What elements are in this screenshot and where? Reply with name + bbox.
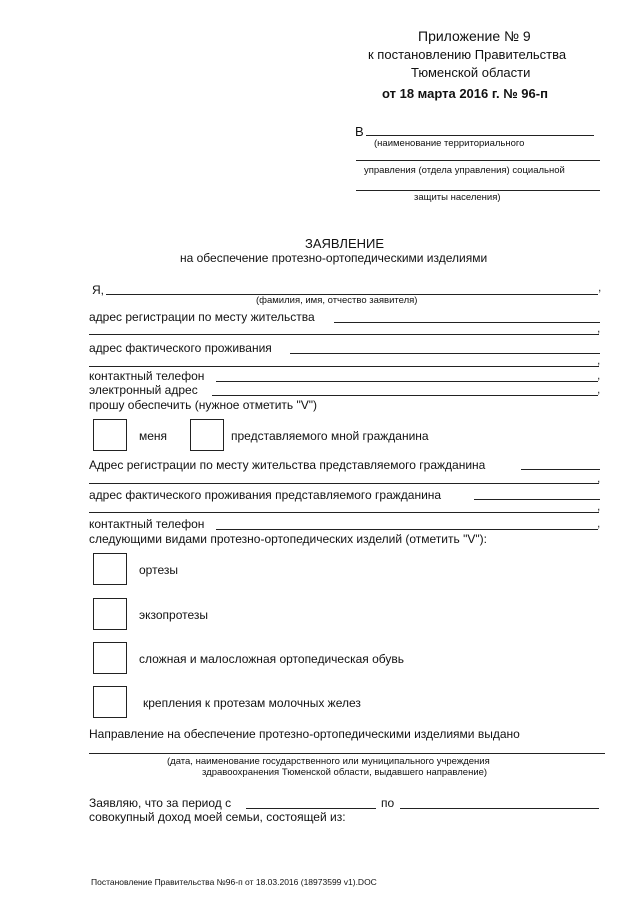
- reg-address-label: адрес регистрации по месту жительства: [89, 310, 315, 324]
- referral-hint-2: здравоохранения Тюменской области, выдавшего направление): [202, 767, 488, 778]
- income-period-to: по: [381, 796, 395, 810]
- addressee-hint-3: защиты населения): [414, 192, 501, 203]
- family-income-label: совокупный доход моей семьи, состоящей из:: [89, 810, 346, 824]
- email-line[interactable]: [212, 395, 598, 396]
- document-subtitle: на обеспечение протезно-ортопедическими изделиями: [180, 251, 488, 265]
- period-from-line[interactable]: [246, 808, 376, 809]
- email-label: электронный адрес: [89, 383, 198, 397]
- checkbox-represented[interactable]: [190, 419, 224, 451]
- checkbox-orthoses[interactable]: [93, 553, 127, 585]
- rep-actual-address-line-2[interactable]: [89, 512, 599, 513]
- addressee-hint-2: управления (отдела управления) социальной: [364, 165, 565, 176]
- rep-phone-line[interactable]: [216, 529, 598, 530]
- period-to-line[interactable]: [400, 808, 599, 809]
- rep-reg-address-line[interactable]: [521, 469, 600, 470]
- rep-actual-address-line[interactable]: [474, 499, 600, 500]
- decree-date-number: от 18 марта 2016 г. № 96-п: [382, 86, 548, 101]
- rep-phone-label: контактный телефон: [89, 517, 205, 531]
- product-breast-prosthesis-mounts-label: крепления к протезам молочных желез: [143, 696, 361, 710]
- document-title: ЗАЯВЛЕНИЕ: [305, 236, 385, 251]
- referral-line[interactable]: [89, 753, 605, 754]
- addressee-line-3[interactable]: [356, 190, 600, 191]
- phone-line[interactable]: [216, 381, 598, 382]
- choice-me-label: меня: [139, 429, 168, 443]
- product-orthopedic-shoes-label: сложная и малосложная ортопедическая обувь: [139, 652, 405, 666]
- addressee-line[interactable]: [366, 135, 594, 136]
- products-intro: следующими видами протезно-ортопедических изделий (отметить "V"):: [89, 532, 487, 546]
- addressee-hint-1: (наименование территориального: [374, 138, 525, 149]
- rep-actual-address-label: адрес фактического проживания представляемого гражданина: [89, 488, 442, 502]
- checkbox-me[interactable]: [93, 419, 127, 451]
- actual-address-label: адрес фактического проживания: [89, 341, 272, 355]
- page: Приложение № 9 к постановлению Правительства Тюменской области от 18 марта 2016 г. № 96-п В (наименование территориального управления (отдела управления) социальной защиты населения) ЗАЯВЛЕНИЕ на обеспечение протезно-ортопедическими изделиями Я, , (фамилия, имя, отчество заявителя) адрес регистрации по месту жительства , адрес фактического проживания , контактный телефон , электронный адрес , прошу обеспечить (нужное отметить "V") меня представляемого мной гражданина Адрес регистрации по месту жительства представляемого гражданина , адрес фактического проживания представляемого гражданина , контактный телефон , следующими видами протезно-ортопедических изделий (отметить "V"): ортезы экзопротезы сложная и малосложная ортопедическая обувь крепления к протезам молочных желез Направление на обеспечение протезно-ортопедическими изделиями выдано (дата, наименование государственного или муниципального учреждения здравоохранения Тюменской области, выдавшего направление) Заявляю, что за период с по совокупный доход моей семьи, состоящей из: Постановление Правительства №96-п от 18.03.2016 (18973599 v1).DOC: [0, 0, 640, 905]
- phone-label: контактный телефон: [89, 369, 205, 383]
- applicant-fio-hint: (фамилия, имя, отчество заявителя): [256, 295, 418, 306]
- actual-address-line-2[interactable]: [89, 366, 599, 367]
- reg-address-line-2[interactable]: [89, 334, 599, 335]
- addressee-prefix: В: [355, 124, 364, 139]
- rep-reg-address-label: Адрес регистрации по месту жительства представляемого гражданина: [89, 458, 486, 472]
- product-exoprostheses-label: экзопротезы: [139, 608, 209, 622]
- footer-document-reference: Постановление Правительства №96-п от 18.03.2016 (18973599 v1).DOC: [91, 877, 377, 887]
- checkbox-breast-prosthesis-mounts[interactable]: [93, 686, 127, 718]
- appendix-number: Приложение № 9: [418, 28, 531, 44]
- product-orthoses-label: ортезы: [139, 563, 178, 577]
- applicant-i-label: Я,: [92, 283, 104, 297]
- referral-hint-1: (дата, наименование государственного или муниципального учреждения: [167, 756, 490, 767]
- reg-address-line[interactable]: [334, 322, 600, 323]
- checkbox-orthopedic-shoes[interactable]: [93, 642, 127, 674]
- referral-label: Направление на обеспечение протезно-ортопедическими изделиями выдано: [89, 727, 520, 741]
- decree-reference: к постановлению Правительства: [368, 47, 567, 62]
- rep-reg-address-line-2[interactable]: [89, 483, 599, 484]
- addressee-line-2[interactable]: [356, 160, 600, 161]
- actual-address-line[interactable]: [290, 353, 600, 354]
- checkbox-exoprostheses[interactable]: [93, 598, 127, 630]
- region-name: Тюменской области: [411, 65, 531, 80]
- choice-represented-label: представляемого мной гражданина: [231, 429, 429, 443]
- income-period-prefix: Заявляю, что за период с: [89, 796, 232, 810]
- request-label: прошу обеспечить (нужное отметить "V"): [89, 398, 318, 412]
